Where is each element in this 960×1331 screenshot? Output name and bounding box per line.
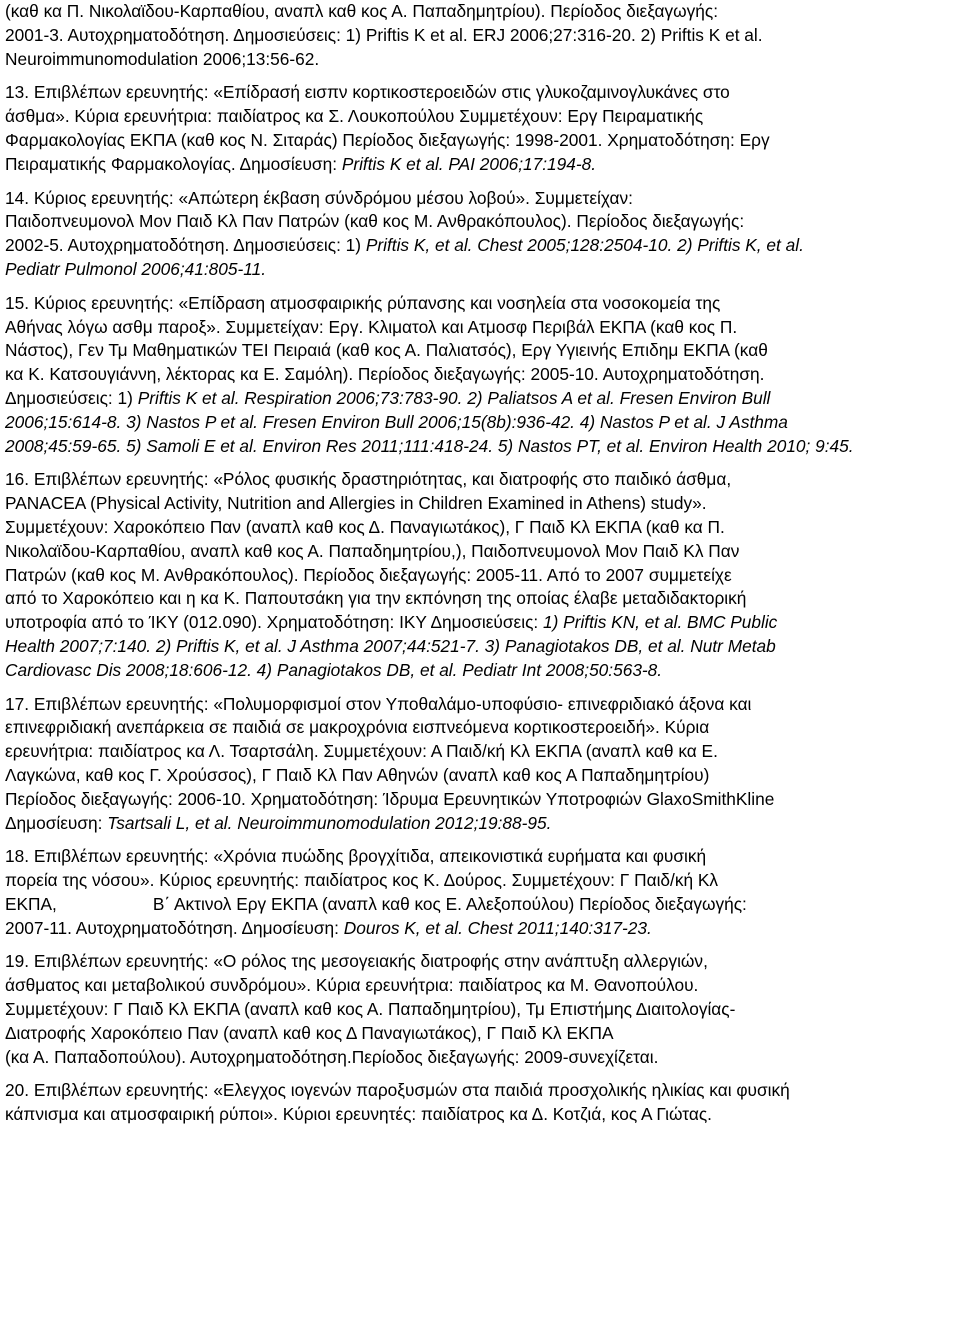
text-line: [5, 812, 957, 836]
citation-text: Cardiovasc Dis 2008;18:606-12. 4) Panagiotakos DB, et al. Pediatr Int 2008;50:563-8.: [5, 659, 663, 680]
text-line: [5, 788, 957, 812]
text-line: [5, 998, 957, 1022]
text-line: [5, 411, 957, 435]
text-line: [5, 659, 957, 683]
citation-text: 2006;15:614-8. 3) Nastos P et al. Fresen Environ Bull 2006;15(8b):936-42. 4) Nastos P et al. J Asthma: [5, 411, 788, 432]
body-text: ΕΚΠΑ,: [5, 893, 57, 914]
body-text: ερευνήτρια: παιδίατρος κα Λ. Τσαρτσάλη. Συμμετέχουν: Α Παιδ/κή Κλ ΕΚΠΑ (αναπλ καθ κα Ε.: [5, 741, 718, 762]
text-line: [5, 564, 957, 588]
text-line: [5, 339, 957, 363]
body-text: Πειραματικής Φαρμακολογίας. Δημοσίευση:: [5, 153, 342, 174]
body-text: Δημοσίευση:: [5, 812, 108, 833]
body-text: Συμμετέχουν: Γ Παιδ Κλ ΕΚΠΑ (αναπλ καθ κος Α. Παπαδημητρίου), Τμ Επιστήμης Διαιτολογίας-: [5, 999, 736, 1020]
text-line: [5, 516, 957, 540]
body-text: Διατροφής Χαροκόπειο Παν (αναπλ καθ κος Δ Παναγιωτάκος), Γ Παιδ Κλ ΕΚΠΑ: [5, 1022, 614, 1043]
citation-text: Douros K, et al. Chest 2011;140:317-23.: [343, 917, 652, 938]
body-text: κα Κ. Κατσουγιάννη, λέκτορας κα Ε. Σαμόλη). Περίοδος διεξαγωγής: 2005-10. Αυτοχρηματοδότηση.: [5, 364, 765, 385]
body-text: 2002-5. Αυτοχρηματοδότηση. Δημοσιεύσεις: 1): [5, 235, 366, 256]
body-text: PANACEA (Physical Activity, Nutrition and Allergies in Children Examined in Athens) study».: [5, 493, 707, 514]
body-text: Παιδοπνευμονολ Μον Παιδ Κλ Παν Πατρών (καθ κος Μ. Ανθρακόπουλος). Περίοδος διεξαγωγής:: [5, 211, 745, 232]
body-text: Δημοσιεύσεις: 1): [5, 387, 138, 408]
text-line: [5, 153, 957, 177]
text-line: [5, 187, 957, 211]
text-line: [5, 1103, 957, 1127]
text-line: [5, 468, 957, 492]
body-text: 17. Επιβλέπων ερευνητής: «Πολυμορφισμοί στον Υποθαλάμο-υποφύσιο- επινεφριδιακό άξονα και: [5, 693, 752, 714]
text-line: [5, 740, 957, 764]
text-line: [5, 764, 957, 788]
text-line: [5, 48, 957, 72]
body-text: Β΄ Ακτινολ Εργ ΕΚΠΑ (αναπλ καθ κος Ε. Αλεξοπούλου) Περίοδος διεξαγωγής:: [152, 893, 747, 914]
body-text: Συμμετέχουν: Χαροκόπειο Παν (αναπλ καθ κος Δ. Παναγιωτάκος), Γ Παιδ Κλ ΕΚΠΑ (καθ κα Π.: [5, 516, 725, 537]
paragraph-p12-tail: [5, 0, 957, 71]
body-text: Πατρών (καθ κος Μ. Ανθρακόπουλος). Περίοδος διεξαγωγής: 2005-11. Από το 2007 συμμετείχε: [5, 564, 732, 585]
body-text: 16. Επιβλέπων ερευνητής: «Ρόλος φυσικής δραστηριότητας, και διατροφής στο παιδικό άσθμα,: [5, 469, 732, 490]
text-line: [5, 387, 957, 411]
body-text: Αθήνας λόγω ασθμ παροξ». Συμμετείχαν: Εργ. Κλιματολ και Ατμοσφ Περιβάλ ΕΚΠΑ (καθ κος Π.: [5, 316, 738, 337]
text-line: [5, 611, 957, 635]
paragraph-p14: [5, 187, 957, 282]
body-text: Νάστος), Γεν Τμ Μαθηματικών ΤΕΙ Πειραιά (καθ κος Α. Παλιατσός), Εργ Υγιεινής Επιδημ ΕΚΠΑ (καθ: [5, 340, 768, 361]
text-line: [5, 587, 957, 611]
text-line: [5, 974, 957, 998]
body-text: υποτροφία από το ΊΚΥ (012.090). Χρηματοδότηση: ΙΚΥ Δημοσιεύσεις:: [5, 612, 543, 633]
text-line: [5, 635, 957, 659]
text-line: [5, 363, 957, 387]
body-text: 19. Επιβλέπων ερευνητής: «Ο ρόλος της μεσογειακής διατροφής στην ανάπτυξη αλλεργιών,: [5, 951, 708, 972]
paragraph-p13: [5, 81, 957, 176]
text-line: [5, 0, 957, 24]
body-text: άσθμα». Κύρια ερευνήτρια: παιδίατρος κα Σ. Λουκοπούλου Συμμετέχουν: Εργ Πειραματικής: [5, 106, 704, 127]
citation-text: 1) Priftis KN, et al. BMC Public: [543, 612, 778, 633]
citation-text: 2008;45:59-65. 5) Samoli E et al. Environ Res 2011;111:418-24. 5) Nastos PT, et al. Environ Health 2010; 9:45.: [5, 435, 854, 456]
text-line: [5, 540, 957, 564]
body-text: 18. Επιβλέπων ερευνητής: «Χρόνια πυώδης βρογχίτιδα, απεικονιστικά ευρήματα και φυσική: [5, 846, 707, 867]
document-body: [5, 0, 957, 1127]
body-text: 14. Κύριος ερευνητής: «Απώτερη έκβαση σύνδρόμου μέσου λοβού». Συμμετείχαν:: [5, 187, 633, 208]
body-text: Νικολαϊδου-Καρπαθίου, αναπλ καθ κος Α. Παπαδημητρίου,), Παιδοπνευμονολ Μον Παιδ Κλ Παν: [5, 540, 740, 561]
text-line: [5, 105, 957, 129]
text-line: [5, 435, 957, 459]
text-line: [5, 316, 957, 340]
body-text: (κα Α. Παπαδοπούλου). Αυτοχρηματοδότηση.Περίοδος διεξαγωγής: 2009-συνεχίζεται.: [5, 1046, 659, 1067]
body-text: από το Χαροκόπειο και η κα Κ. Παπουτσάκη για την εκπόνηση της οποίας έλαβε μεταδιδακτορική: [5, 588, 747, 609]
paragraph-p16: [5, 468, 957, 682]
body-text: κάπνισμα και ατμοσφαιρική ρύποι». Κύριοι ερευνητές: παιδίατρος κα Δ. Κοτζιά, κος Α Γιώτας.: [5, 1104, 712, 1125]
text-line: [5, 1046, 957, 1070]
citation-text: Priftis K et al. PAI 2006;17:194-8.: [341, 153, 597, 174]
body-text: Φαρμακολογίας ΕΚΠΑ (καθ κος Ν. Σιταράς) Περίοδος διεξαγωγής: 1998-2001. Χρηματοδότηση: Εργ: [5, 129, 770, 150]
paragraph-p15: [5, 292, 957, 459]
text-line: [5, 1022, 957, 1046]
body-text: 13. Επιβλέπων ερευνητής: «Επίδρασή εισπν κορτικοστεροειδών στις γλυκοζαμινογλυκάνες στο: [5, 82, 730, 103]
text-line: [5, 716, 957, 740]
text-line: [5, 492, 957, 516]
body-text: 20. Επιβλέπων ερευνητής: «Ελεγχος ιογενών παροξυσμών στα παιδιά προσχολικής ηλικίας και φυσική: [5, 1080, 790, 1101]
citation-text: Pediatr Pulmonol 2006;41:805-11.: [5, 258, 266, 279]
text-line: [5, 1079, 957, 1103]
citation-text: Priftis K, et al. Chest 2005;128:2504-10. 2) Priftis K, et al.: [365, 235, 804, 256]
paragraph-p18: [5, 845, 957, 940]
text-line: [5, 693, 957, 717]
text-line: [5, 234, 957, 258]
body-text: Λαγκώνα, καθ κος Γ. Χρούσσος), Γ Παιδ Κλ Παν Αθηνών (αναπλ καθ κος Α Παπαδημητρίου): [5, 764, 710, 785]
text-line: [5, 950, 957, 974]
body-text: επινεφριδιακή ανεπάρκεια σε παιδιά σε μακροχρόνια εισπνεόμενα κορτικοστεροειδή». Κύρια: [5, 717, 710, 738]
body-text: (καθ κα Π. Νικολαϊδου-Καρπαθίου, αναπλ καθ κος Α. Παπαδημητρίου). Περίοδος διεξαγωγής:: [5, 1, 719, 21]
body-text: πορεία της νόσου». Κύριος ερευνητής: παιδίατρος κος Κ. Δούρος. Συμμετέχουν: Γ Παιδ/κή Κλ: [5, 870, 719, 891]
citation-text: Tsartsali L, et al. Neuroimmunomodulation 2012;19:88-95.: [107, 812, 552, 833]
document-page: [5, 0, 957, 1127]
text-line: [5, 292, 957, 316]
text-line: [5, 129, 957, 153]
body-text: Neuroimmunomodulation 2006;13:56-62.: [5, 48, 320, 69]
text-line: [5, 24, 957, 48]
paragraph-p19: [5, 950, 957, 1069]
paragraph-p20: [5, 1079, 957, 1127]
text-line: [5, 258, 957, 282]
body-text: 2007-11. Αυτοχρηματοδότηση. Δημοσίευση:: [5, 917, 344, 938]
body-text: άσθματος και μεταβολικού συνδρόμου». Κύρια ερευνήτρια: παιδίατρος κα Μ. Θανοπούλου.: [5, 975, 699, 996]
text-line: [5, 893, 957, 917]
text-line: [5, 917, 957, 941]
paragraph-p17: [5, 693, 957, 836]
body-text: Περίοδος διεξαγωγής: 2006-10. Χρηματοδότηση: Ίδρυμα Ερευνητικών Υποτροφιών GlaxoSmithKline: [5, 788, 775, 809]
citation-text: Health 2007;7:140. 2) Priftis K, et al. J Asthma 2007;44:521-7. 3) Panagiotakos DB, et al. Nutr Metab: [5, 635, 776, 656]
text-line: [5, 210, 957, 234]
citation-text: Priftis K et al. Respiration 2006;73:783-90. 2) Paliatsos A et al. Fresen Environ Bull: [137, 387, 771, 408]
text-line: [5, 845, 957, 869]
body-text: 2001-3. Αυτοχρηματοδότηση. Δημοσιεύσεις: 1) Priftis K et al. ERJ 2006;27:316-20. 2) Priftis K et al.: [5, 24, 763, 45]
text-line: [5, 869, 957, 893]
body-text: 15. Κύριος ερευνητής: «Επίδραση ατμοσφαιρικής ρύπανσης και νοσηλεία στα νοσοκομεία της: [5, 292, 721, 313]
text-line: [5, 81, 957, 105]
